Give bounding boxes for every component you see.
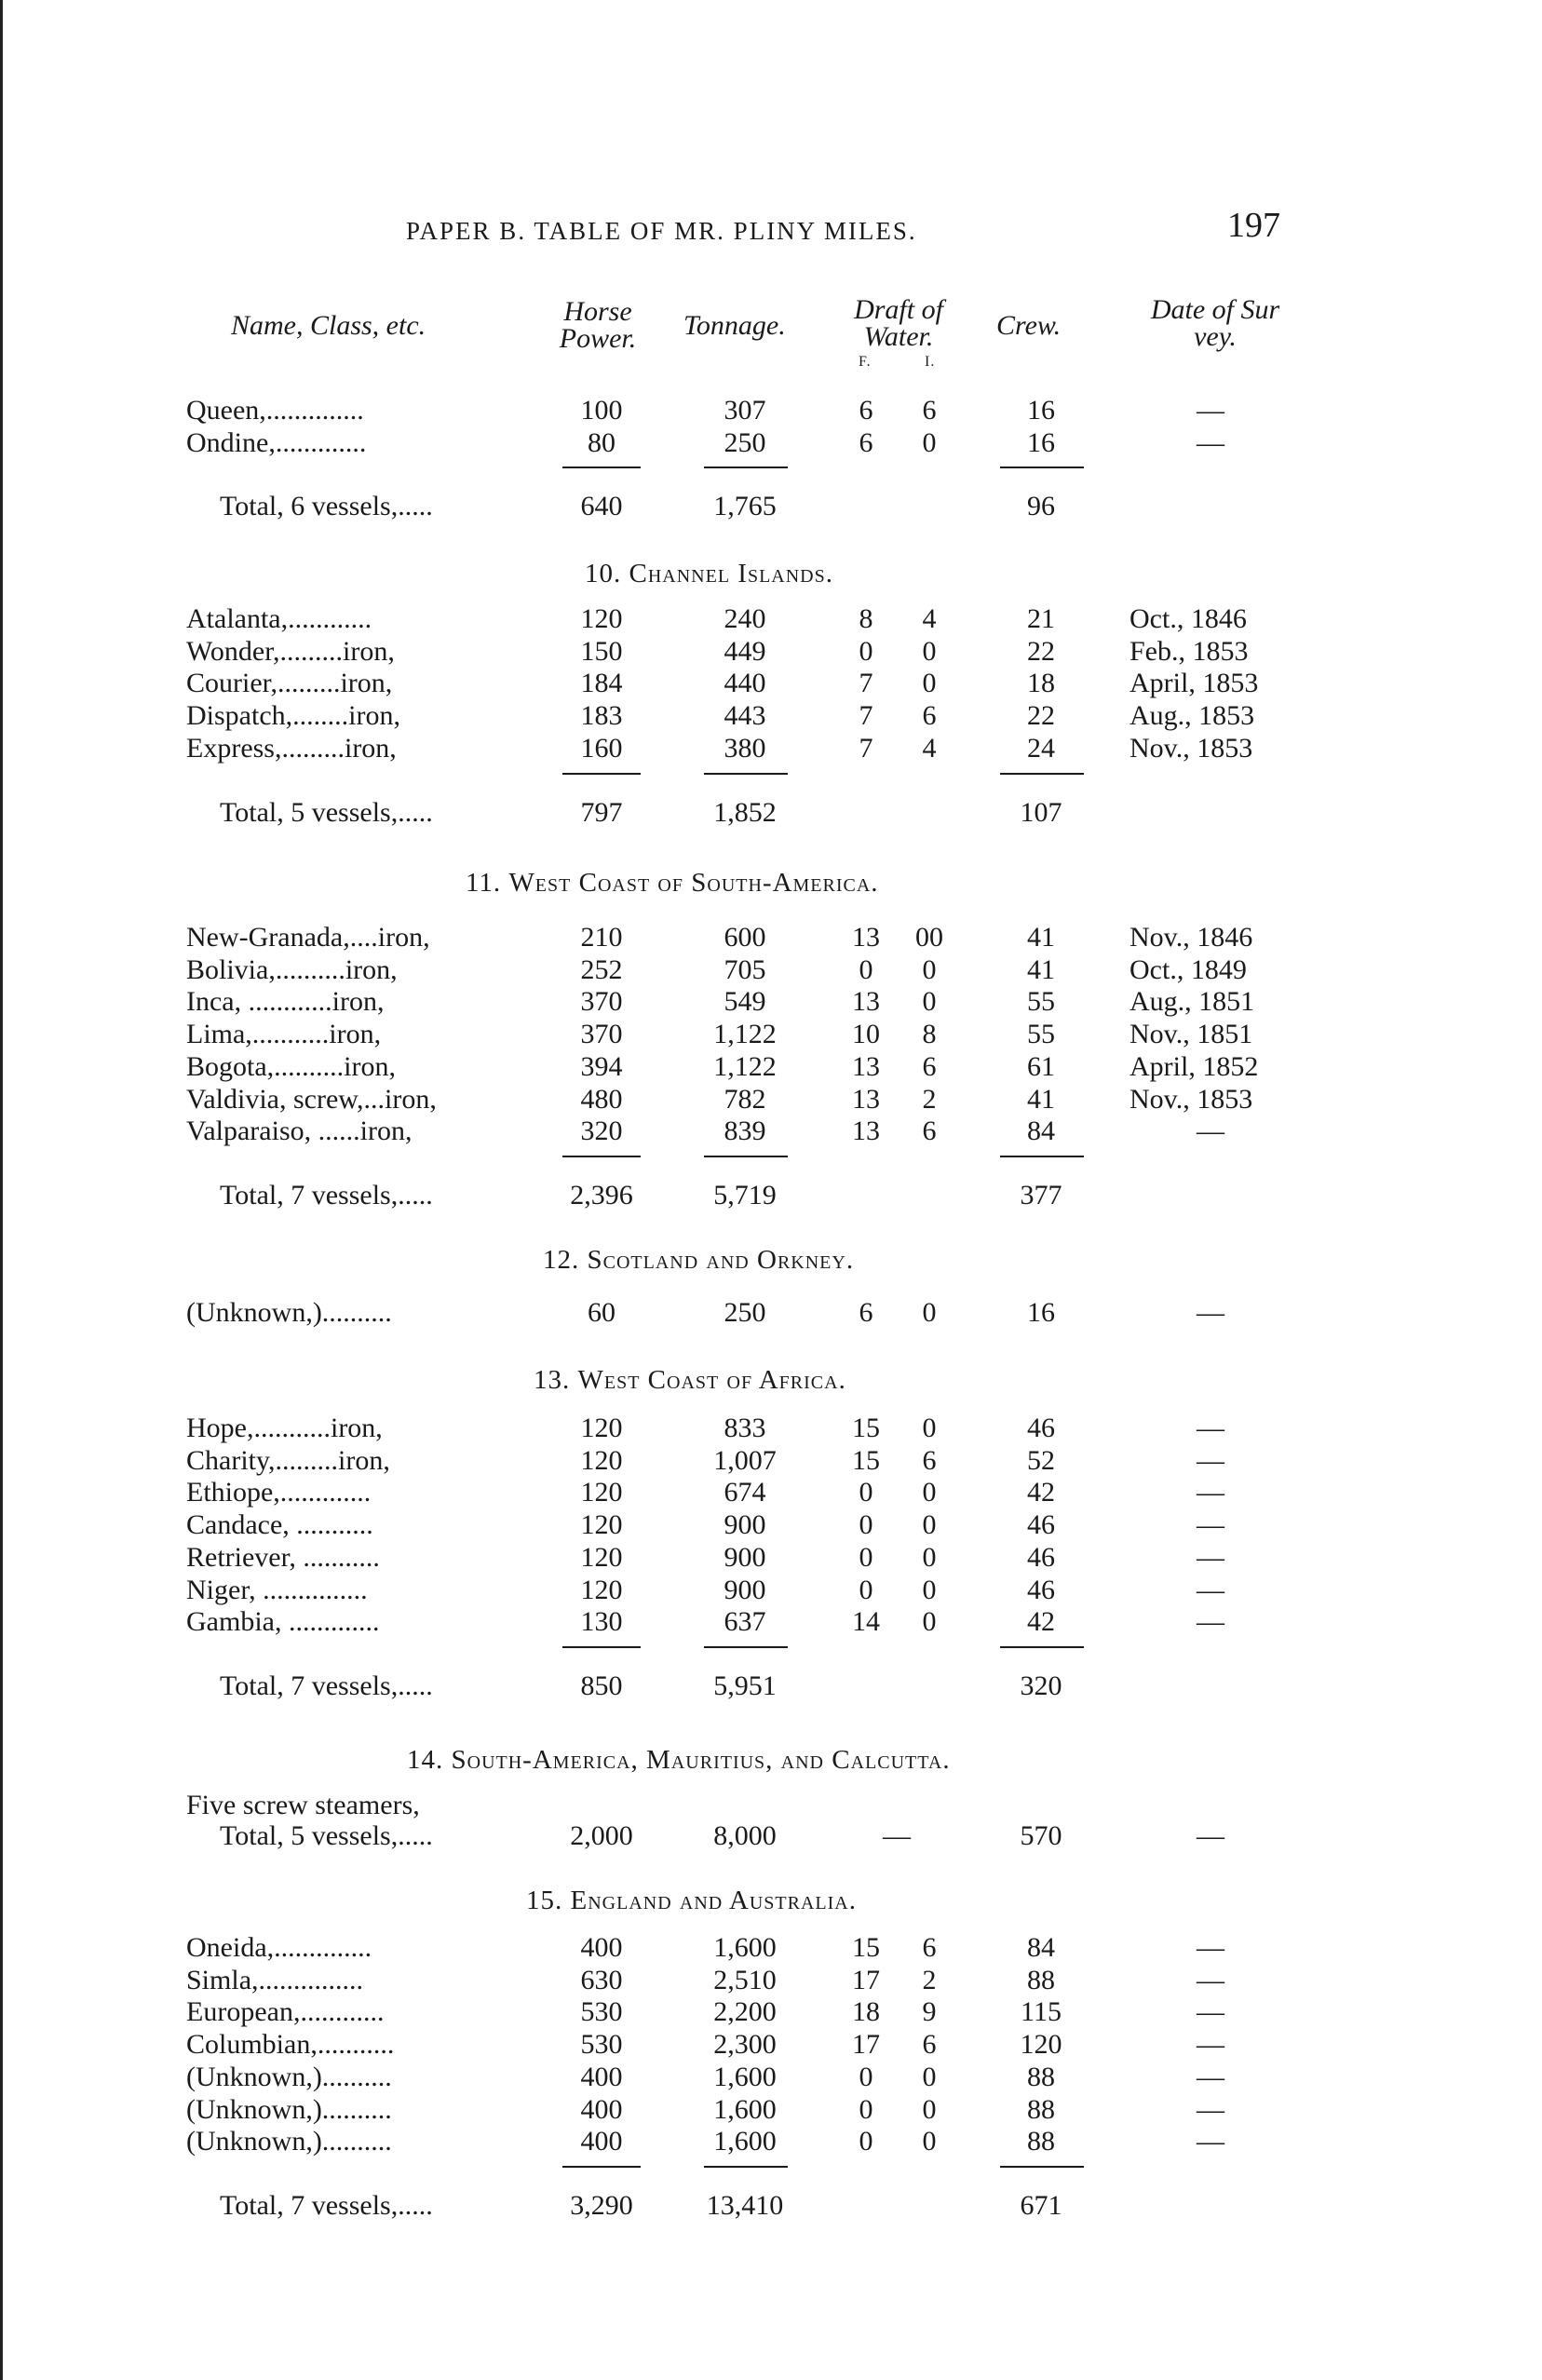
horse-power: 400 [580, 2126, 623, 2157]
draft-feet: 13 [852, 1050, 880, 1082]
draft-feet: 0 [859, 1509, 873, 1541]
tonnage: 705 [724, 953, 766, 985]
tonnage: 600 [724, 922, 766, 953]
draft-feet: 6 [859, 1297, 873, 1328]
crew: 16 [1027, 395, 1055, 426]
crew: 55 [1027, 1019, 1055, 1050]
crew: 88 [1027, 2126, 1055, 2157]
total-label: Total, 6 vessels,..... [220, 491, 433, 522]
total-rule [1000, 773, 1084, 775]
vessel-name: Dispatch,........iron, [186, 700, 400, 732]
draft-inches: 0 [922, 668, 937, 699]
header-crew: Crew. [996, 310, 1062, 341]
crew: 84 [1027, 1932, 1055, 1963]
vessel-name: Wonder,.........iron, [186, 635, 395, 667]
section-title: 10. Channel Islands. [585, 559, 833, 588]
horse-power: 183 [580, 700, 623, 732]
survey-date: — [1197, 2061, 1224, 2092]
draft-inches: 0 [922, 426, 937, 458]
survey-date: — [1197, 1413, 1224, 1443]
header-name: Name, Class, etc. [231, 310, 426, 341]
total-label: Total, 5 vessels,..... [220, 1820, 433, 1851]
total-rule [1000, 1646, 1084, 1648]
horse-power: 100 [580, 395, 623, 426]
draft-feet: 14 [852, 1606, 880, 1638]
header-horse-power-line1: Horse [563, 296, 632, 327]
horse-power: 400 [580, 1932, 623, 1963]
survey-date: — [1197, 1116, 1224, 1147]
total-rule [704, 2166, 788, 2168]
total-horse-power: 2,396 [570, 1179, 633, 1210]
draft-inches: 2 [922, 1964, 937, 1995]
crew: 120 [1020, 2029, 1062, 2061]
survey-date: Oct., 1846 [1129, 603, 1247, 634]
section-title: 13. West Coast of Africa. [534, 1365, 846, 1395]
crew: 46 [1027, 1541, 1055, 1573]
horse-power: 120 [580, 603, 623, 634]
vessel-name: Simla,............... [186, 1964, 364, 1995]
draft-feet: 18 [852, 1996, 880, 2028]
total-label: Total, 7 vessels,..... [220, 2189, 433, 2221]
survey-date: — [1197, 1932, 1224, 1963]
tonnage: 250 [724, 426, 766, 458]
crew: 46 [1027, 1509, 1055, 1541]
horse-power: 120 [580, 1413, 623, 1443]
tonnage: 637 [724, 1606, 766, 1638]
section-title: 11. West Coast of South-America. [466, 868, 879, 898]
vessel-name: Atalanta,............ [186, 603, 372, 634]
draft-inches: 0 [922, 1477, 937, 1508]
horse-power: 400 [580, 2093, 623, 2125]
draft-inches: 0 [922, 1574, 937, 1605]
total-tonnage: 5,951 [713, 1670, 777, 1701]
draft-feet: 0 [859, 953, 873, 985]
total-rule [562, 1646, 641, 1648]
horse-power: 252 [580, 953, 623, 985]
draft-inches: 0 [922, 2061, 937, 2092]
vessel-name: Bogota,..........iron, [186, 1050, 396, 1082]
horse-power: 530 [580, 2029, 623, 2061]
horse-power: 370 [580, 986, 623, 1018]
total-tonnage: 8,000 [713, 1820, 777, 1851]
tonnage: 1,600 [713, 2061, 777, 2092]
draft-feet: 0 [859, 1574, 873, 1605]
draft-feet: 13 [852, 986, 880, 1018]
vessel-name: European,............ [186, 1996, 385, 2028]
survey-date: April, 1853 [1129, 668, 1259, 699]
header-draft-inches: I. [925, 354, 936, 370]
draft-inches: 0 [922, 1297, 937, 1328]
tonnage: 900 [724, 1574, 766, 1605]
crew: 88 [1027, 2093, 1055, 2125]
draft-feet: 13 [852, 922, 880, 953]
vessel-name: Valparaiso, ......iron, [186, 1116, 413, 1147]
crew: 21 [1027, 603, 1055, 634]
horse-power: 394 [580, 1050, 623, 1082]
draft-feet: 6 [859, 395, 873, 426]
crew: 42 [1027, 1477, 1055, 1508]
vessel-name: Gambia, ............. [186, 1606, 380, 1638]
total-crew: 320 [1020, 1670, 1062, 1701]
crew: 41 [1027, 922, 1055, 953]
draft-inches: 2 [922, 1083, 937, 1115]
vessel-name: Inca, ............iron, [186, 986, 385, 1018]
survey-date: — [1197, 2093, 1224, 2125]
draft-feet: 0 [859, 2093, 873, 2125]
tonnage: 443 [724, 700, 766, 732]
draft-feet: 15 [852, 1413, 880, 1443]
draft-feet: 17 [852, 2029, 880, 2061]
horse-power: 120 [580, 1541, 623, 1573]
horse-power: 120 [580, 1574, 623, 1605]
total-rule [704, 773, 788, 775]
crew: 115 [1021, 1996, 1062, 2028]
crew: 52 [1027, 1444, 1055, 1476]
survey-date: — [1197, 395, 1224, 426]
tonnage: 900 [724, 1541, 766, 1573]
crew: 41 [1027, 1083, 1055, 1115]
draft-inches: 0 [922, 953, 937, 985]
section-title: 15. England and Australia. [526, 1886, 857, 1915]
vessel-name: Bolivia,..........iron, [186, 953, 398, 985]
header-horse-power [542, 298, 654, 352]
horse-power: 370 [580, 1019, 623, 1050]
crew: 24 [1027, 732, 1055, 764]
crew: 16 [1027, 1297, 1055, 1328]
draft-inches: 0 [922, 635, 937, 667]
horse-power: 120 [580, 1444, 623, 1476]
header-tonnage: Tonnage. [683, 310, 786, 341]
section-intro: Five screw steamers, [186, 1790, 420, 1820]
horse-power: 160 [580, 732, 623, 764]
section-title: 12. Scotland and Orkney. [543, 1245, 855, 1275]
survey-date: — [1197, 1964, 1224, 1995]
draft-feet: 0 [859, 1541, 873, 1573]
horse-power: 120 [580, 1477, 623, 1508]
total-label: Total, 7 vessels,..... [220, 1670, 433, 1701]
total-rule [1000, 1156, 1084, 1157]
vessel-name: Candace, ........... [186, 1509, 373, 1541]
tonnage: 900 [724, 1509, 766, 1541]
vessel-name: Hope,...........iron, [186, 1413, 383, 1443]
tonnage: 250 [724, 1297, 766, 1328]
survey-date: — [1197, 1509, 1224, 1541]
vessel-name: Lima,...........iron, [186, 1019, 382, 1050]
vessel-name: Express,.........iron, [186, 732, 397, 764]
tonnage: 1,122 [713, 1019, 777, 1050]
draft-inches: 0 [922, 1509, 937, 1541]
total-crew: 671 [1020, 2189, 1062, 2221]
crew: 41 [1027, 953, 1055, 985]
survey-date: — [1197, 1297, 1224, 1328]
draft-inches: 8 [922, 1019, 937, 1050]
tonnage: 240 [724, 603, 766, 634]
total-label: Total, 7 vessels,..... [220, 1179, 433, 1210]
vessel-name: Retriever, ........... [186, 1541, 380, 1573]
header-date-line1: Date of Sur [1150, 294, 1280, 325]
header-horse-power-line2: Power. [559, 323, 637, 354]
header-draft-feet: F. [859, 354, 872, 370]
draft-feet: 0 [859, 635, 873, 667]
crew: 42 [1027, 1606, 1055, 1638]
draft-feet: 0 [859, 2061, 873, 2092]
draft-feet: 0 [859, 2126, 873, 2157]
tonnage: 440 [724, 668, 766, 699]
total-tonnage: 1,765 [713, 491, 777, 522]
tonnage: 1,122 [713, 1050, 777, 1082]
survey-date: — [1197, 1477, 1224, 1508]
survey-date: Feb., 1853 [1129, 635, 1249, 667]
vessel-name: New-Granada,....iron, [186, 922, 430, 953]
survey-date: — [1197, 2029, 1224, 2061]
total-label: Total, 5 vessels,..... [220, 796, 433, 828]
survey-date: — [1197, 426, 1224, 458]
crew: 88 [1027, 2061, 1055, 2092]
crew: 61 [1027, 1050, 1055, 1082]
tonnage: 839 [724, 1116, 766, 1147]
total-rule [562, 773, 641, 775]
vessel-name: Ondine,............. [186, 426, 367, 458]
draft-feet: 15 [852, 1444, 880, 1476]
survey-date: Nov., 1846 [1129, 922, 1253, 953]
draft-feet: 17 [852, 1964, 880, 1995]
horse-power: 120 [580, 1509, 623, 1541]
horse-power: 210 [580, 922, 623, 953]
vessel-name: (Unknown,).......... [186, 2126, 392, 2157]
tonnage: 549 [724, 986, 766, 1018]
draft-feet: 7 [859, 700, 873, 732]
header-draft [829, 296, 968, 350]
draft-inches: 6 [922, 1116, 937, 1147]
total-date: — [1197, 1820, 1224, 1851]
tonnage: 1,007 [713, 1444, 777, 1476]
tonnage: 1,600 [713, 1932, 777, 1963]
running-head: PAPER B. TABLE OF MR. PLINY MILES. [406, 217, 917, 245]
vessel-name: Columbian,........... [186, 2029, 395, 2061]
draft-feet: 0 [859, 1477, 873, 1508]
tonnage: 833 [724, 1413, 766, 1443]
total-horse-power: 850 [580, 1670, 623, 1701]
header-date-line2: vey. [1194, 321, 1237, 352]
draft-inches: 0 [922, 986, 937, 1018]
horse-power: 480 [580, 1083, 623, 1115]
total-horse-power: 3,290 [570, 2189, 633, 2221]
crew: 16 [1027, 426, 1055, 458]
draft-inches: 00 [915, 922, 943, 953]
total-crew: 107 [1020, 796, 1062, 828]
horse-power: 60 [588, 1297, 615, 1328]
crew: 18 [1027, 668, 1055, 699]
draft-feet: 7 [859, 668, 873, 699]
total-rule [562, 1156, 641, 1157]
vessel-name: (Unknown,).......... [186, 2061, 392, 2092]
total-rule [704, 467, 788, 468]
draft-feet: 13 [852, 1083, 880, 1115]
draft-feet: 6 [859, 426, 873, 458]
tonnage: 307 [724, 395, 766, 426]
survey-date: Aug., 1853 [1129, 700, 1255, 732]
survey-date: April, 1852 [1129, 1050, 1259, 1082]
tonnage: 2,300 [713, 2029, 777, 2061]
total-rule [704, 1646, 788, 1648]
section-title: 14. South-America, Mauritius, and Calcutta. [407, 1745, 951, 1775]
draft-feet: 10 [852, 1019, 880, 1050]
tonnage: 782 [724, 1083, 766, 1115]
draft-inches: 6 [922, 1050, 937, 1082]
draft-inches: 6 [922, 1444, 937, 1476]
crew: 84 [1027, 1116, 1055, 1147]
header-draft-line2: Water. [863, 321, 934, 352]
tonnage: 674 [724, 1477, 766, 1508]
vessel-name: Valdivia, screw,...iron, [186, 1083, 437, 1115]
crew: 55 [1027, 986, 1055, 1018]
survey-date: — [1197, 1996, 1224, 2028]
total-rule [562, 467, 641, 468]
vessel-name: Niger, ............... [186, 1574, 368, 1605]
total-rule [1000, 2166, 1084, 2168]
survey-date: — [1197, 2126, 1224, 2157]
crew: 22 [1027, 700, 1055, 732]
draft-inches: 6 [922, 395, 937, 426]
survey-date: Aug., 1851 [1129, 986, 1255, 1018]
horse-power: 184 [580, 668, 623, 699]
survey-date: Nov., 1853 [1129, 732, 1253, 764]
header-draft-line1: Draft of [854, 294, 943, 325]
total-crew: 377 [1020, 1179, 1062, 1210]
vessel-name: Ethiope,............. [186, 1477, 372, 1508]
draft-inches: 0 [922, 1541, 937, 1573]
draft-inches: 0 [922, 2093, 937, 2125]
vessel-name: Queen,.............. [186, 395, 364, 426]
crew: 88 [1027, 1964, 1055, 1995]
tonnage: 449 [724, 635, 766, 667]
total-tonnage: 5,719 [713, 1179, 777, 1210]
horse-power: 630 [580, 1964, 623, 1995]
page-number: 197 [1227, 206, 1280, 245]
draft-inches: 9 [922, 1996, 937, 2028]
tonnage: 380 [724, 732, 766, 764]
draft-inches: 0 [922, 1606, 937, 1638]
vessel-name: (Unknown,).......... [186, 2093, 392, 2125]
crew: 22 [1027, 635, 1055, 667]
draft-feet: 15 [852, 1932, 880, 1963]
draft-inches: 4 [922, 603, 937, 634]
draft-feet: 8 [859, 603, 873, 634]
total-crew: 570 [1020, 1820, 1062, 1851]
crew: 46 [1027, 1413, 1055, 1443]
total-horse-power: 640 [580, 491, 623, 522]
total-draft: — [883, 1820, 911, 1851]
horse-power: 530 [580, 1996, 623, 2028]
total-rule [704, 1156, 788, 1157]
vessel-name: (Unknown,).......... [186, 1297, 392, 1328]
survey-date: Nov., 1851 [1129, 1019, 1253, 1050]
total-tonnage: 1,852 [713, 796, 777, 828]
tonnage: 1,600 [713, 2126, 777, 2157]
tonnage: 1,600 [713, 2093, 777, 2125]
total-rule [1000, 467, 1084, 468]
draft-inches: 6 [922, 2029, 937, 2061]
survey-date: — [1197, 1574, 1224, 1605]
horse-power: 130 [580, 1606, 623, 1638]
draft-inches: 0 [922, 1413, 937, 1443]
horse-power: 320 [580, 1116, 623, 1147]
draft-feet: 13 [852, 1116, 880, 1147]
draft-inches: 0 [922, 2126, 937, 2157]
vessel-name: Courier,.........iron, [186, 668, 393, 699]
horse-power: 400 [580, 2061, 623, 2092]
vessel-name: Charity,.........iron, [186, 1444, 390, 1476]
total-horse-power: 2,000 [570, 1820, 633, 1851]
survey-date: — [1197, 1541, 1224, 1573]
horse-power: 80 [588, 426, 615, 458]
total-tonnage: 13,410 [706, 2189, 784, 2221]
survey-date: — [1197, 1606, 1224, 1638]
header-date [1117, 296, 1313, 350]
binding-edge [0, 0, 3, 2380]
draft-inches: 6 [922, 700, 937, 732]
draft-feet: 7 [859, 732, 873, 764]
tonnage: 2,200 [713, 1996, 777, 2028]
total-crew: 96 [1027, 491, 1055, 522]
survey-date: Nov., 1853 [1129, 1083, 1253, 1115]
tonnage: 2,510 [713, 1964, 777, 1995]
total-rule [562, 2166, 641, 2168]
draft-inches: 6 [922, 1932, 937, 1963]
total-horse-power: 797 [580, 796, 623, 828]
survey-date: Oct., 1849 [1129, 953, 1247, 985]
draft-inches: 4 [922, 732, 937, 764]
crew: 46 [1027, 1574, 1055, 1605]
survey-date: — [1197, 1444, 1224, 1476]
vessel-name: Oneida,.............. [186, 1932, 372, 1963]
horse-power: 150 [580, 635, 623, 667]
